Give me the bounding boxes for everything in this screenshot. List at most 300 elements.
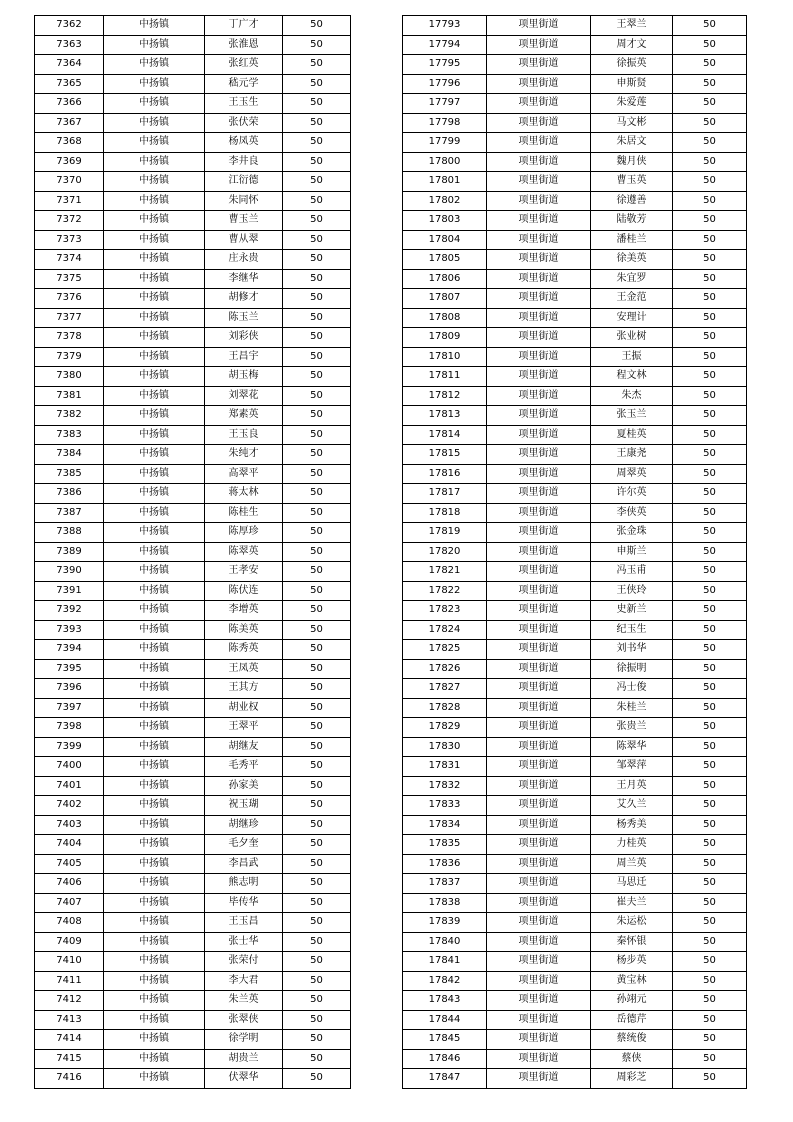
amount-cell: 50 [673,1010,747,1030]
table-row [35,367,351,387]
town-cell: 中扬镇 [104,523,205,543]
town-cell: 项里街道 [487,269,591,289]
town-cell: 中扬镇 [104,94,205,114]
row-number-cell: 17812 [403,386,487,406]
town-cell: 中扬镇 [104,581,205,601]
row-number-cell: 17847 [403,1069,487,1089]
town-cell: 项里街道 [487,542,591,562]
row-number-cell: 7385 [35,464,104,484]
row-number-cell: 7364 [35,55,104,75]
row-number-cell: 7375 [35,269,104,289]
person-name-cell: 史新兰 [591,601,673,621]
row-number-cell: 17835 [403,835,487,855]
town-cell: 项里街道 [487,328,591,348]
row-number-cell: 17820 [403,542,487,562]
town-cell: 中扬镇 [104,172,205,192]
town-cell: 中扬镇 [104,133,205,153]
amount-cell: 50 [673,386,747,406]
table-row [403,230,747,250]
person-name-cell: 胡业权 [205,698,283,718]
person-name-cell: 周才文 [591,35,673,55]
person-name-cell: 王玉生 [205,94,283,114]
table-row [35,952,351,972]
town-cell: 项里街道 [487,698,591,718]
table-row [35,620,351,640]
table-row [403,893,747,913]
amount-cell: 50 [283,386,351,406]
row-number-cell: 7416 [35,1069,104,1089]
person-name-cell: 王月英 [591,776,673,796]
row-number-cell: 17846 [403,1049,487,1069]
person-name-cell: 潘桂兰 [591,230,673,250]
town-cell: 中扬镇 [104,328,205,348]
row-number-cell: 7403 [35,815,104,835]
amount-cell: 50 [673,74,747,94]
amount-cell: 50 [673,289,747,309]
amount-cell: 50 [283,367,351,387]
row-number-cell: 17842 [403,971,487,991]
table-row [403,94,747,114]
town-cell: 项里街道 [487,581,591,601]
table-row [403,347,747,367]
person-name-cell: 周翠英 [591,464,673,484]
town-cell: 中扬镇 [104,35,205,55]
town-cell: 项里街道 [487,308,591,328]
table-row [35,133,351,153]
amount-cell: 50 [283,952,351,972]
amount-cell: 50 [283,542,351,562]
amount-cell: 50 [673,815,747,835]
town-cell: 项里街道 [487,230,591,250]
person-name-cell: 张业树 [591,328,673,348]
town-cell: 中扬镇 [104,445,205,465]
amount-cell: 50 [283,347,351,367]
town-cell: 项里街道 [487,874,591,894]
row-number-cell: 7383 [35,425,104,445]
amount-cell: 50 [283,893,351,913]
amount-cell: 50 [283,172,351,192]
row-number-cell: 7402 [35,796,104,816]
row-number-cell: 7401 [35,776,104,796]
town-cell: 中扬镇 [104,854,205,874]
amount-cell: 50 [283,406,351,426]
person-name-cell: 陈翠英 [205,542,283,562]
table-row [403,211,747,231]
town-cell: 项里街道 [487,523,591,543]
town-cell: 项里街道 [487,913,591,933]
row-number-cell: 17827 [403,679,487,699]
person-name-cell: 纪玉生 [591,620,673,640]
table-row [403,191,747,211]
row-number-cell: 17832 [403,776,487,796]
town-cell: 中扬镇 [104,737,205,757]
amount-cell: 50 [283,776,351,796]
row-number-cell: 7400 [35,757,104,777]
person-name-cell: 毛夕奎 [205,835,283,855]
table-row [403,562,747,582]
row-number-cell: 17826 [403,659,487,679]
amount-cell: 50 [673,94,747,114]
person-name-cell: 周兰英 [591,854,673,874]
row-number-cell: 17794 [403,35,487,55]
town-cell: 项里街道 [487,796,591,816]
row-number-cell: 17803 [403,211,487,231]
row-number-cell: 7389 [35,542,104,562]
row-number-cell: 17818 [403,503,487,523]
table-row [35,757,351,777]
amount-cell: 50 [283,601,351,621]
table-row [35,991,351,1011]
table-row [403,1049,747,1069]
town-cell: 中扬镇 [104,640,205,660]
amount-cell: 50 [673,152,747,172]
town-cell: 中扬镇 [104,269,205,289]
table-row [403,269,747,289]
town-cell: 中扬镇 [104,289,205,309]
row-number-cell: 7406 [35,874,104,894]
person-name-cell: 曹玉兰 [205,211,283,231]
table-row [35,269,351,289]
row-number-cell: 7382 [35,406,104,426]
amount-cell: 50 [673,523,747,543]
town-cell: 项里街道 [487,172,591,192]
table-row [403,172,747,192]
row-number-cell: 17843 [403,991,487,1011]
amount-cell: 50 [673,35,747,55]
person-name-cell: 蔡统俊 [591,1030,673,1050]
town-cell: 项里街道 [487,35,591,55]
town-cell: 中扬镇 [104,211,205,231]
person-name-cell: 胡继友 [205,737,283,757]
amount-cell: 50 [673,971,747,991]
row-number-cell: 17809 [403,328,487,348]
row-number-cell: 7407 [35,893,104,913]
town-cell: 项里街道 [487,367,591,387]
person-name-cell: 胡玉梅 [205,367,283,387]
amount-cell: 50 [673,308,747,328]
row-number-cell: 7363 [35,35,104,55]
amount-cell: 50 [673,250,747,270]
table-row [35,406,351,426]
town-cell: 项里街道 [487,484,591,504]
amount-cell: 50 [283,16,351,36]
person-name-cell: 徐美英 [591,250,673,270]
table-row [35,1030,351,1050]
person-name-cell: 王孝安 [205,562,283,582]
person-name-cell: 冯士俊 [591,679,673,699]
table-row [35,737,351,757]
person-name-cell: 陈伏连 [205,581,283,601]
person-name-cell: 蒋太林 [205,484,283,504]
person-name-cell: 蔡侠 [591,1049,673,1069]
amount-cell: 50 [673,230,747,250]
amount-cell: 50 [283,562,351,582]
town-cell: 中扬镇 [104,1069,205,1089]
row-number-cell: 7374 [35,250,104,270]
person-name-cell: 杨步英 [591,952,673,972]
table-row [403,659,747,679]
amount-cell: 50 [283,328,351,348]
amount-cell: 50 [283,74,351,94]
table-row [403,35,747,55]
town-cell: 项里街道 [487,932,591,952]
row-number-cell: 17821 [403,562,487,582]
amount-cell: 50 [283,737,351,757]
amount-cell: 50 [283,581,351,601]
town-cell: 中扬镇 [104,464,205,484]
amount-cell: 50 [673,1069,747,1089]
row-number-cell: 17845 [403,1030,487,1050]
person-name-cell: 张荣付 [205,952,283,972]
amount-cell: 50 [283,191,351,211]
person-name-cell: 李井良 [205,152,283,172]
amount-cell: 50 [673,503,747,523]
table-row [403,308,747,328]
town-cell: 中扬镇 [104,152,205,172]
amount-cell: 50 [673,191,747,211]
row-number-cell: 7366 [35,94,104,114]
amount-cell: 50 [673,659,747,679]
town-cell: 中扬镇 [104,971,205,991]
amount-cell: 50 [283,1049,351,1069]
town-cell: 中扬镇 [104,874,205,894]
amount-cell: 50 [673,347,747,367]
amount-cell: 50 [673,464,747,484]
amount-cell: 50 [673,698,747,718]
row-number-cell: 17804 [403,230,487,250]
amount-cell: 50 [283,503,351,523]
amount-cell: 50 [283,854,351,874]
person-name-cell: 高翠平 [205,464,283,484]
amount-cell: 50 [673,854,747,874]
town-cell: 中扬镇 [104,74,205,94]
town-cell: 项里街道 [487,1010,591,1030]
amount-cell: 50 [283,835,351,855]
row-number-cell: 17824 [403,620,487,640]
table-row [403,620,747,640]
row-number-cell: 7386 [35,484,104,504]
table-row [403,55,747,75]
amount-cell: 50 [283,698,351,718]
person-name-cell: 李继华 [205,269,283,289]
person-name-cell: 王玉良 [205,425,283,445]
town-cell: 中扬镇 [104,308,205,328]
row-number-cell: 7371 [35,191,104,211]
row-number-cell: 17839 [403,913,487,933]
town-cell: 中扬镇 [104,757,205,777]
row-number-cell: 7381 [35,386,104,406]
amount-cell: 50 [283,308,351,328]
amount-cell: 50 [283,484,351,504]
person-name-cell: 祝玉瑚 [205,796,283,816]
amount-cell: 50 [673,737,747,757]
person-name-cell: 王翠平 [205,718,283,738]
town-cell: 中扬镇 [104,776,205,796]
town-cell: 项里街道 [487,640,591,660]
town-cell: 项里街道 [487,659,591,679]
row-number-cell: 7408 [35,913,104,933]
person-name-cell: 曹从翠 [205,230,283,250]
table-row [35,230,351,250]
person-name-cell: 艾久兰 [591,796,673,816]
amount-cell: 50 [283,991,351,1011]
row-number-cell: 7395 [35,659,104,679]
person-name-cell: 徐振英 [591,55,673,75]
amount-cell: 50 [673,484,747,504]
table-row [35,640,351,660]
amount-cell: 50 [673,835,747,855]
town-cell: 项里街道 [487,250,591,270]
person-name-cell: 朱爱莲 [591,94,673,114]
row-number-cell: 17798 [403,113,487,133]
town-cell: 中扬镇 [104,230,205,250]
table-row [35,1069,351,1089]
town-cell: 项里街道 [487,133,591,153]
person-name-cell: 陈厚珍 [205,523,283,543]
person-name-cell: 陈桂生 [205,503,283,523]
table-row [35,172,351,192]
table-row [35,815,351,835]
right-roster-table [402,15,747,1089]
town-cell: 项里街道 [487,386,591,406]
table-row [403,835,747,855]
amount-cell: 50 [283,1069,351,1089]
person-name-cell: 毕传华 [205,893,283,913]
table-row [403,74,747,94]
table-row [403,854,747,874]
row-number-cell: 7378 [35,328,104,348]
row-number-cell: 17810 [403,347,487,367]
amount-cell: 50 [283,757,351,777]
person-name-cell: 朱桂兰 [591,698,673,718]
town-cell: 中扬镇 [104,698,205,718]
row-number-cell: 7368 [35,133,104,153]
amount-cell: 50 [673,991,747,1011]
person-name-cell: 崔夫兰 [591,893,673,913]
row-number-cell: 17813 [403,406,487,426]
amount-cell: 50 [283,815,351,835]
person-name-cell: 朱同怀 [205,191,283,211]
town-cell: 中扬镇 [104,1010,205,1030]
row-number-cell: 17838 [403,893,487,913]
town-cell: 中扬镇 [104,55,205,75]
town-cell: 项里街道 [487,74,591,94]
table-row [35,776,351,796]
table-row [35,308,351,328]
person-name-cell: 朱纯才 [205,445,283,465]
person-name-cell: 嵇元学 [205,74,283,94]
row-number-cell: 7392 [35,601,104,621]
row-number-cell: 17834 [403,815,487,835]
row-number-cell: 7365 [35,74,104,94]
table-row [35,971,351,991]
amount-cell: 50 [673,133,747,153]
table-row [35,484,351,504]
table-row [403,815,747,835]
row-number-cell: 17823 [403,601,487,621]
row-number-cell: 7390 [35,562,104,582]
person-name-cell: 朱运松 [591,913,673,933]
row-number-cell: 17796 [403,74,487,94]
table-row [403,601,747,621]
amount-cell: 50 [283,94,351,114]
table-row [35,932,351,952]
table-row [35,562,351,582]
table-row [35,250,351,270]
person-name-cell: 邹翠萍 [591,757,673,777]
person-name-cell: 杨秀美 [591,815,673,835]
table-row [35,523,351,543]
town-cell: 中扬镇 [104,562,205,582]
town-cell: 项里街道 [487,406,591,426]
person-name-cell: 王玉昌 [205,913,283,933]
person-name-cell: 张翠侠 [205,1010,283,1030]
table-row [403,718,747,738]
row-number-cell: 17840 [403,932,487,952]
row-number-cell: 7380 [35,367,104,387]
table-row [403,542,747,562]
row-number-cell: 17795 [403,55,487,75]
amount-cell: 50 [673,952,747,972]
amount-cell: 50 [673,269,747,289]
person-name-cell: 王侠玲 [591,581,673,601]
table-row [403,484,747,504]
table-row [403,776,747,796]
row-number-cell: 7399 [35,737,104,757]
person-name-cell: 力桂英 [591,835,673,855]
person-name-cell: 张士华 [205,932,283,952]
table-row [35,425,351,445]
table-row [403,913,747,933]
town-cell: 项里街道 [487,620,591,640]
row-number-cell: 7372 [35,211,104,231]
person-name-cell: 杨凤英 [205,133,283,153]
row-number-cell: 17815 [403,445,487,465]
person-name-cell: 朱杰 [591,386,673,406]
town-cell: 项里街道 [487,289,591,309]
person-name-cell: 胡贵兰 [205,1049,283,1069]
town-cell: 项里街道 [487,211,591,231]
row-number-cell: 7393 [35,620,104,640]
amount-cell: 50 [673,913,747,933]
person-name-cell: 安理计 [591,308,673,328]
table-row [403,1030,747,1050]
table-row [35,893,351,913]
row-number-cell: 17805 [403,250,487,270]
person-name-cell: 庄永贵 [205,250,283,270]
table-row [35,659,351,679]
town-cell: 中扬镇 [104,718,205,738]
row-number-cell: 7396 [35,679,104,699]
person-name-cell: 江衍德 [205,172,283,192]
person-name-cell: 胡修才 [205,289,283,309]
table-row [35,718,351,738]
person-name-cell: 魏月侠 [591,152,673,172]
row-number-cell: 7391 [35,581,104,601]
amount-cell: 50 [283,659,351,679]
person-name-cell: 张贵兰 [591,718,673,738]
table-row [403,757,747,777]
row-number-cell: 7379 [35,347,104,367]
town-cell: 中扬镇 [104,659,205,679]
amount-cell: 50 [283,620,351,640]
town-cell: 中扬镇 [104,1049,205,1069]
person-name-cell: 冯玉甫 [591,562,673,582]
amount-cell: 50 [283,55,351,75]
row-number-cell: 17808 [403,308,487,328]
table-row [35,1049,351,1069]
town-cell: 中扬镇 [104,796,205,816]
